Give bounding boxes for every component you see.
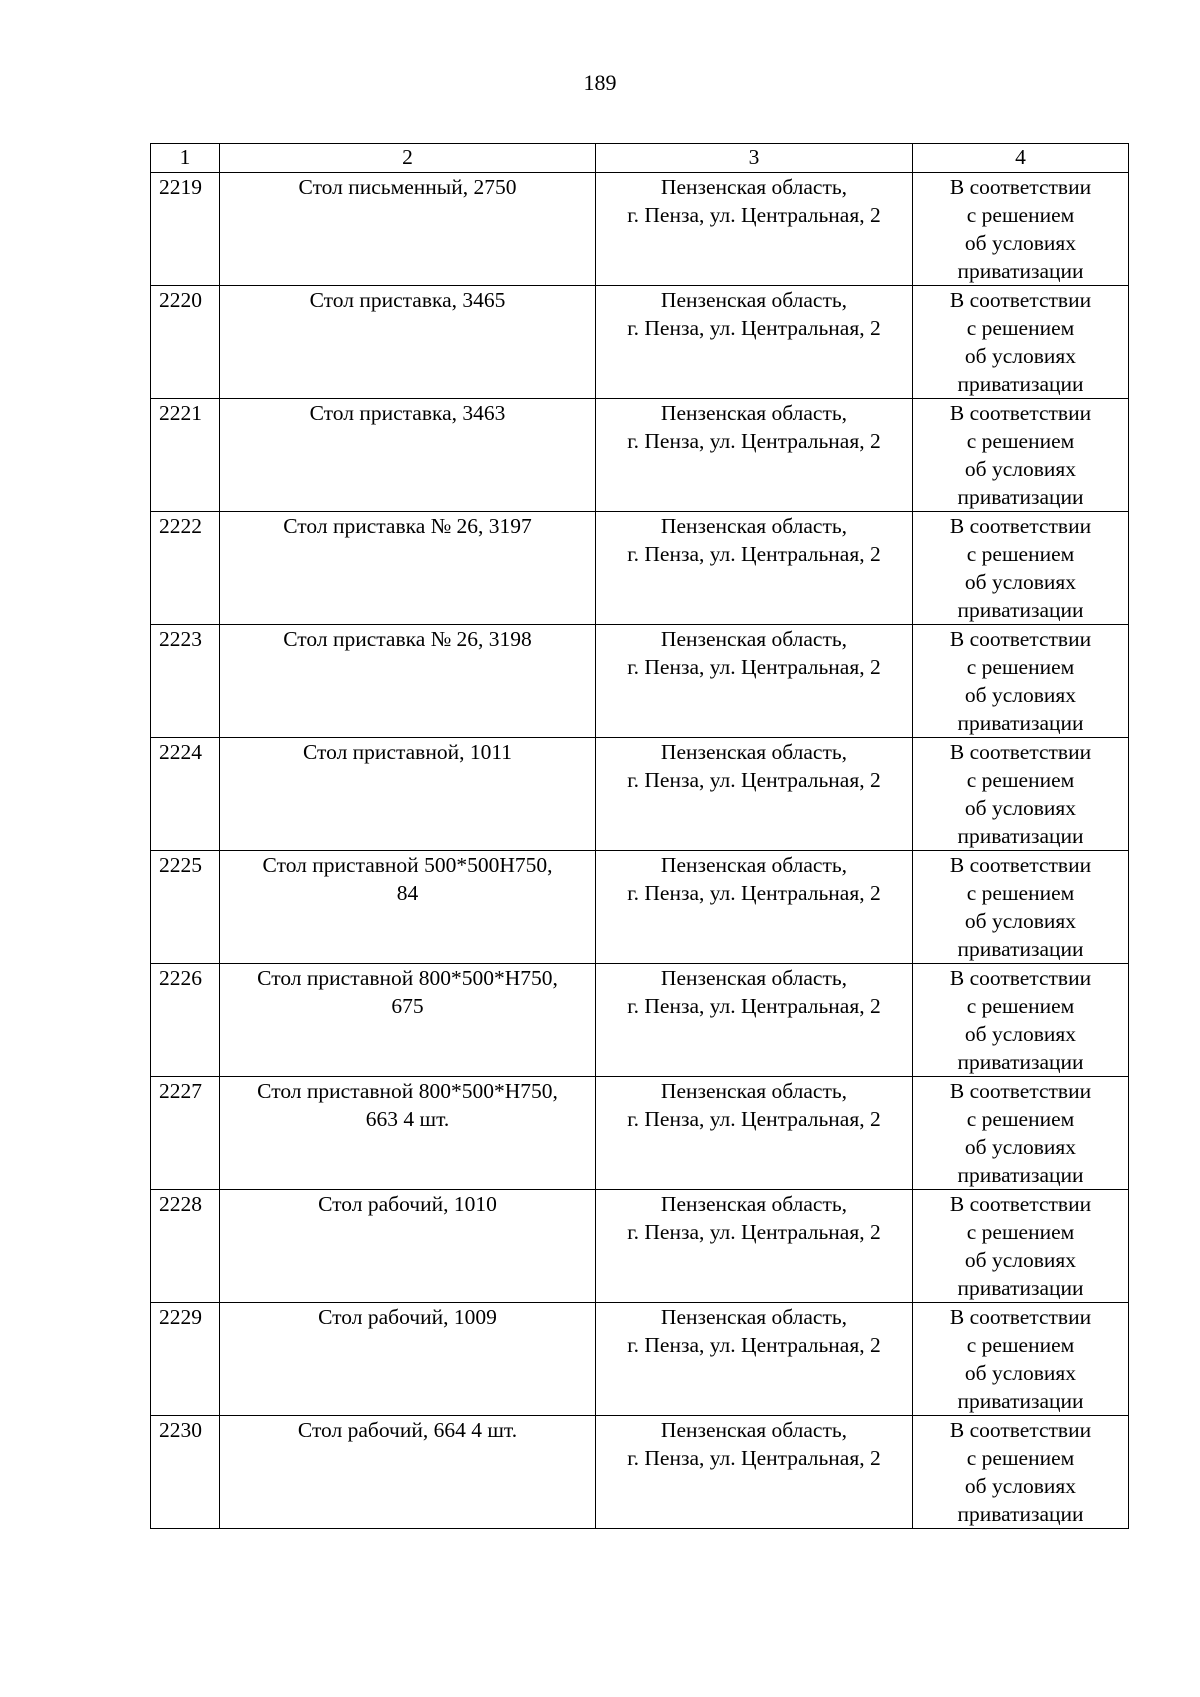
- table-row: [151, 738, 1129, 851]
- item-name-cell: [220, 1303, 596, 1416]
- row-number-cell: 2222: [151, 512, 220, 625]
- basis-cell-line: с решением: [966, 1333, 1075, 1357]
- table-row: [151, 1077, 1129, 1190]
- item-name-cell-line: Стол рабочий, 1010: [318, 1192, 497, 1216]
- address-cell: [596, 964, 913, 1077]
- basis-cell: [913, 851, 1129, 964]
- basis-cell-line: приватизации: [957, 1389, 1084, 1413]
- address-cell-line: Пензенская область,: [660, 175, 848, 199]
- address-cell-line: Пензенская область,: [660, 627, 848, 651]
- basis-cell-line: об условиях: [964, 1248, 1077, 1272]
- basis-cell: [913, 625, 1129, 738]
- item-name-cell: [220, 738, 596, 851]
- page-number: 189: [583, 70, 617, 95]
- basis-cell: [913, 1190, 1129, 1303]
- address-cell-line: Пензенская область,: [660, 514, 848, 538]
- basis-cell-line: В соответствии: [949, 1418, 1092, 1442]
- address-cell-line: Пензенская область,: [660, 1192, 848, 1216]
- basis-cell-line: об условиях: [964, 457, 1077, 481]
- basis-cell: [913, 964, 1129, 1077]
- address-cell-line: Пензенская область,: [660, 740, 848, 764]
- item-name-cell: [220, 1077, 596, 1190]
- address-cell: [596, 851, 913, 964]
- address-cell-line: г. Пенза, ул. Центральная, 2: [627, 1220, 881, 1244]
- basis-cell-line: об условиях: [964, 909, 1077, 933]
- address-cell-line: г. Пенза, ул. Центральная, 2: [627, 203, 881, 227]
- item-name-cell-line: Стол приставка № 26, 3197: [283, 514, 532, 538]
- item-name-cell: [220, 512, 596, 625]
- basis-cell: [913, 512, 1129, 625]
- address-cell-line: Пензенская область,: [660, 1418, 848, 1442]
- item-name-cell-line: Стол письменный, 2750: [298, 175, 517, 199]
- row-number-cell: 2229: [151, 1303, 220, 1416]
- basis-cell-line: приватизации: [957, 1163, 1084, 1187]
- row-number-cell: 2224: [151, 738, 220, 851]
- row-number-cell: 2226: [151, 964, 220, 1077]
- table-row: [151, 173, 1129, 286]
- item-name-cell-line: Стол приставной 800*500*Н750,: [257, 966, 558, 990]
- address-cell: [596, 1077, 913, 1190]
- basis-cell-line: приватизации: [957, 259, 1084, 283]
- basis-cell: [913, 1077, 1129, 1190]
- address-cell-line: Пензенская область,: [660, 853, 848, 877]
- column-header-1: 1: [151, 144, 220, 173]
- table-row: [151, 964, 1129, 1077]
- address-cell: [596, 399, 913, 512]
- table-row: [151, 1303, 1129, 1416]
- address-cell-line: Пензенская область,: [660, 288, 848, 312]
- item-name-cell: [220, 964, 596, 1077]
- item-name-cell-line: 663 4 шт.: [365, 1107, 450, 1131]
- address-cell-line: г. Пенза, ул. Центральная, 2: [627, 1107, 881, 1131]
- item-name-cell-line: Стол приставной 800*500*Н750,: [257, 1079, 558, 1103]
- table-row: [151, 1416, 1129, 1529]
- basis-cell-line: с решением: [966, 881, 1075, 905]
- basis-cell-line: приватизации: [957, 1502, 1084, 1526]
- item-name-cell-line: Стол приставка № 26, 3198: [283, 627, 532, 651]
- address-cell-line: г. Пенза, ул. Центральная, 2: [627, 655, 881, 679]
- property-table: [150, 143, 1129, 1529]
- address-cell: [596, 738, 913, 851]
- basis-cell: [913, 1416, 1129, 1529]
- table-row: [151, 286, 1129, 399]
- row-number-cell: 2220: [151, 286, 220, 399]
- basis-cell-line: с решением: [966, 316, 1075, 340]
- basis-cell-line: об условиях: [964, 344, 1077, 368]
- row-number-cell: 2230: [151, 1416, 220, 1529]
- basis-cell-line: с решением: [966, 994, 1075, 1018]
- basis-cell-line: об условиях: [964, 1135, 1077, 1159]
- item-name-cell-line: Стол приставка, 3465: [309, 288, 506, 312]
- basis-cell-line: В соответствии: [949, 401, 1092, 425]
- row-number-cell: 2227: [151, 1077, 220, 1190]
- address-cell-line: г. Пенза, ул. Центральная, 2: [627, 768, 881, 792]
- basis-cell: [913, 738, 1129, 851]
- basis-cell-line: об условиях: [964, 1022, 1077, 1046]
- basis-cell-line: В соответствии: [949, 175, 1092, 199]
- basis-cell-line: приватизации: [957, 1050, 1084, 1074]
- address-cell: [596, 286, 913, 399]
- item-name-cell: [220, 1190, 596, 1303]
- basis-cell-line: приватизации: [957, 598, 1084, 622]
- row-number-cell: 2225: [151, 851, 220, 964]
- address-cell-line: г. Пенза, ул. Центральная, 2: [627, 542, 881, 566]
- item-name-cell: [220, 851, 596, 964]
- basis-cell: [913, 173, 1129, 286]
- table-row: [151, 1190, 1129, 1303]
- address-cell-line: г. Пенза, ул. Центральная, 2: [627, 1446, 881, 1470]
- address-cell: [596, 1190, 913, 1303]
- basis-cell-line: с решением: [966, 1220, 1075, 1244]
- basis-cell-line: приватизации: [957, 372, 1084, 396]
- basis-cell-line: приватизации: [957, 485, 1084, 509]
- address-cell: [596, 173, 913, 286]
- basis-cell-line: об условиях: [964, 570, 1077, 594]
- item-name-cell: [220, 399, 596, 512]
- basis-cell-line: В соответствии: [949, 288, 1092, 312]
- basis-cell: [913, 1303, 1129, 1416]
- basis-cell-line: приватизации: [957, 1276, 1084, 1300]
- column-header-3: 3: [596, 144, 913, 173]
- address-cell-line: г. Пенза, ул. Центральная, 2: [627, 1333, 881, 1357]
- basis-cell-line: В соответствии: [949, 740, 1092, 764]
- basis-cell-line: с решением: [966, 1446, 1075, 1470]
- column-header-4: 4: [913, 144, 1129, 173]
- basis-cell-line: В соответствии: [949, 627, 1092, 651]
- address-cell-line: Пензенская область,: [660, 966, 848, 990]
- address-cell: [596, 1303, 913, 1416]
- item-name-cell: [220, 173, 596, 286]
- item-name-cell: [220, 286, 596, 399]
- basis-cell-line: об условиях: [964, 683, 1077, 707]
- item-name-cell: [220, 625, 596, 738]
- address-cell: [596, 1416, 913, 1529]
- row-number-cell: 2221: [151, 399, 220, 512]
- basis-cell-line: с решением: [966, 429, 1075, 453]
- row-number-cell: 2223: [151, 625, 220, 738]
- basis-cell-line: с решением: [966, 203, 1075, 227]
- basis-cell-line: приватизации: [957, 937, 1084, 961]
- address-cell-line: г. Пенза, ул. Центральная, 2: [627, 994, 881, 1018]
- basis-cell: [913, 399, 1129, 512]
- row-number-cell: 2219: [151, 173, 220, 286]
- basis-cell-line: об условиях: [964, 796, 1077, 820]
- basis-cell-line: В соответствии: [949, 853, 1092, 877]
- item-name-cell-line: Стол рабочий, 664 4 шт.: [297, 1418, 518, 1442]
- address-cell-line: Пензенская область,: [660, 1079, 848, 1103]
- address-cell-line: г. Пенза, ул. Центральная, 2: [627, 316, 881, 340]
- address-cell-line: г. Пенза, ул. Центральная, 2: [627, 881, 881, 905]
- item-name-cell-line: Стол приставка, 3463: [309, 401, 506, 425]
- address-cell-line: Пензенская область,: [660, 401, 848, 425]
- basis-cell-line: с решением: [966, 768, 1075, 792]
- header-row: [151, 144, 1129, 173]
- item-name-cell: [220, 1416, 596, 1529]
- basis-cell-line: об условиях: [964, 1474, 1077, 1498]
- basis-cell-line: об условиях: [964, 1361, 1077, 1385]
- basis-cell-line: об условиях: [964, 231, 1077, 255]
- item-name-cell-line: Стол рабочий, 1009: [318, 1305, 497, 1329]
- item-name-cell-line: 84: [396, 881, 419, 905]
- address-cell: [596, 512, 913, 625]
- table-row: [151, 399, 1129, 512]
- basis-cell-line: приватизации: [957, 711, 1084, 735]
- row-number-cell: 2228: [151, 1190, 220, 1303]
- table-body: [151, 173, 1129, 1529]
- basis-cell-line: с решением: [966, 1107, 1075, 1131]
- basis-cell-line: В соответствии: [949, 1192, 1092, 1216]
- table-row: [151, 512, 1129, 625]
- item-name-cell-line: 675: [391, 994, 424, 1018]
- basis-cell-line: В соответствии: [949, 966, 1092, 990]
- basis-cell-line: с решением: [966, 655, 1075, 679]
- basis-cell-line: В соответствии: [949, 1079, 1092, 1103]
- item-name-cell-line: Стол приставной, 1011: [302, 740, 513, 764]
- table-row: [151, 851, 1129, 964]
- basis-cell-line: с решением: [966, 542, 1075, 566]
- item-name-cell-line: Стол приставной 500*500Н750,: [262, 853, 553, 877]
- basis-cell-line: В соответствии: [949, 514, 1092, 538]
- address-cell-line: Пензенская область,: [660, 1305, 848, 1329]
- address-cell: [596, 625, 913, 738]
- table-row: [151, 625, 1129, 738]
- basis-cell-line: В соответствии: [949, 1305, 1092, 1329]
- table-header: [151, 144, 1129, 173]
- basis-cell-line: приватизации: [957, 824, 1084, 848]
- column-header-2: 2: [220, 144, 596, 173]
- basis-cell: [913, 286, 1129, 399]
- address-cell-line: г. Пенза, ул. Центральная, 2: [627, 429, 881, 453]
